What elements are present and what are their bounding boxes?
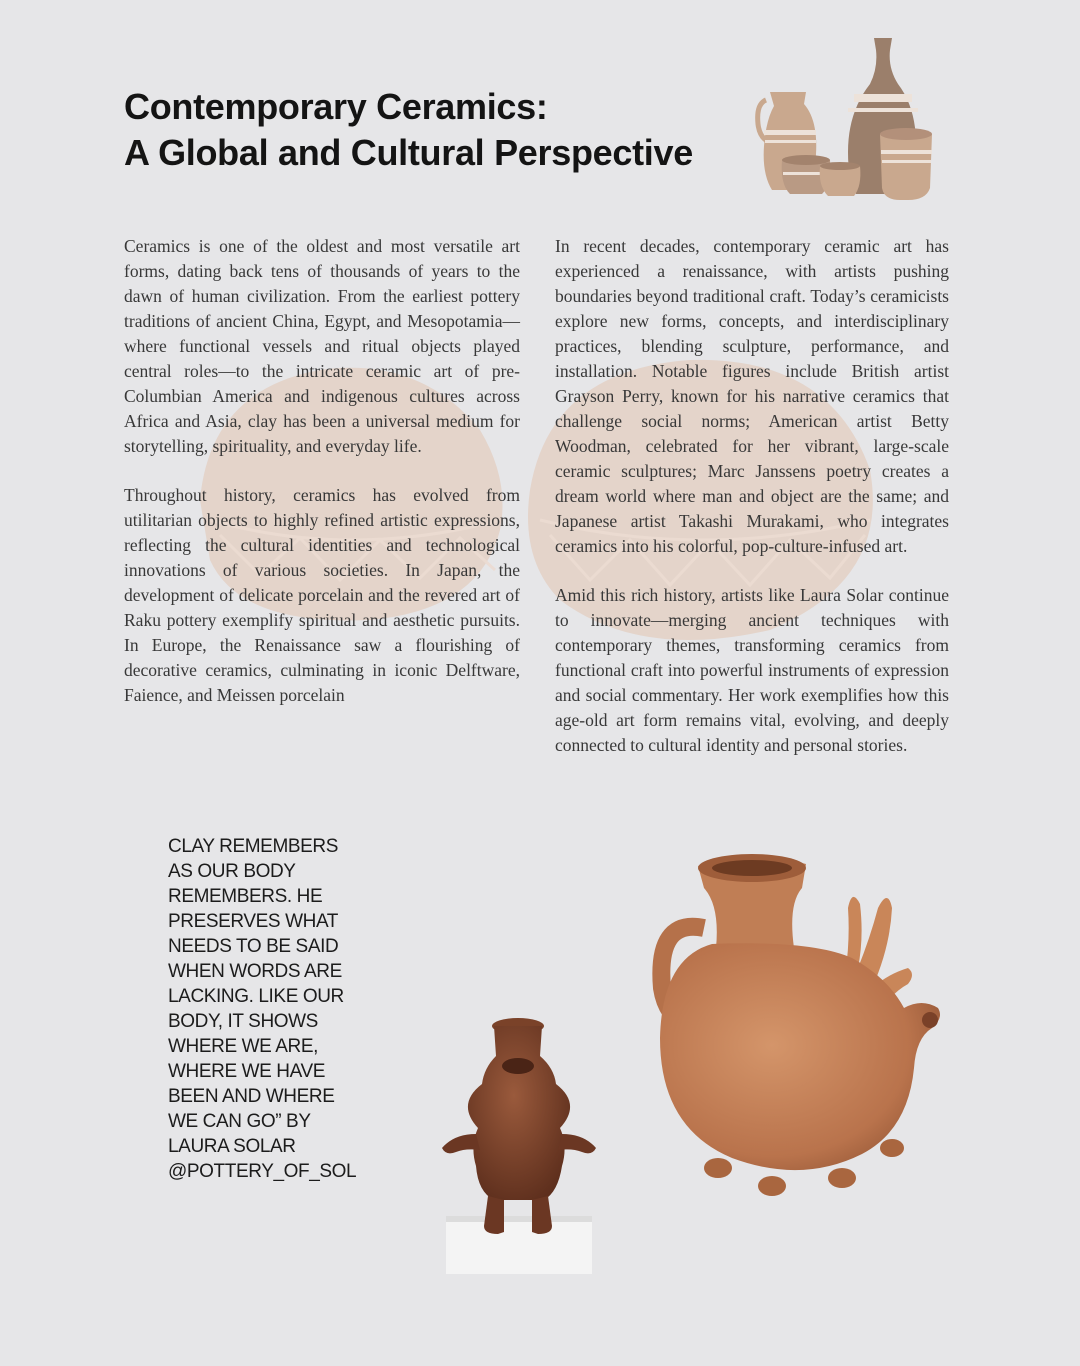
quote-line: @POTTERY_OF_SOL (168, 1161, 357, 1182)
zoomorphic-vessel-photo (652, 848, 952, 1198)
quote-line: AS OUR BODY (168, 861, 296, 882)
quote-line: REMEMBERS. HE (168, 886, 323, 907)
quote-line: LACKING. LIKE OUR (168, 986, 344, 1007)
title-line-2: A Global and Cultural Perspective (124, 132, 693, 173)
quote-line: CLAY REMEMBERS (168, 836, 339, 857)
pottery-vessels-icon (748, 34, 938, 204)
artist-quote (168, 834, 368, 1184)
left-column (124, 234, 520, 732)
clay-figurine-photo (436, 1016, 602, 1282)
left-paragraph-2: Throughout history, ceramics has evolved from utilitarian objects to highly refined artistic expressions, reflecting the cultural identities and technological innovations of various societies. In Japan, the development of delicate porcelain and the revered art of Raku pottery exemplify spiritual and aesthetic pursuits. In Europe, the Renaissance saw a flourishing of decorative ceramics, culminating in iconic Delftware, Faience, and Meissen porcelain (124, 485, 520, 705)
quote-line: LAURA SOLAR (168, 1136, 296, 1157)
quote-line: BEEN AND WHERE (168, 1086, 335, 1107)
quote-line: PRESERVES WHAT (168, 911, 339, 932)
left-paragraph-1: Ceramics is one of the oldest and most versatile art forms, dating back tens of thousands of years to the dawn of human civilization. From the earliest pottery traditions of ancient China, Egypt, and Mesopotamia—where functional vessels and ritual objects played central roles—to the intricate ceramic art of pre-Columbian America and indigenous cultures across Africa and Asia, clay has been a universal medium for storytelling, spirituality, and everyday life. (124, 236, 520, 456)
right-paragraph-2: Amid this rich history, artists like Laura Solar continue to innovate—merging ancient techniques with contemporary themes, transforming ceramics from functional craft into powerful instruments of expression and social commentary. Her work exemplifies how this age-old art form remains vital, evolving, and deeply connected to cultural identity and personal stories. (555, 585, 949, 755)
quote-line: WHERE WE HAVE (168, 1061, 326, 1082)
title-line-1: Contemporary Ceramics: (124, 86, 548, 127)
quote-line: NEEDS TO BE SAID (168, 936, 339, 957)
right-paragraph-1: In recent decades, contemporary ceramic art has experienced a renaissance, with artists pushing boundaries beyond traditional craft. Today’s ceramicists explore new forms, concepts, and interdisciplinary practices, blending sculpture, performance, and installation. Notable figures include British artist Grayson Perry, known for his narrative ceramics that challenge social norms; American artist Betty Woodman, celebrated for her vibrant, large-scale ceramic sculptures; Marc Janssens poetry creates a dream world where man and object are the same; and Japanese artist Takashi Murakami, who integrates ceramics into his colorful, pop-culture-infused art. (555, 236, 949, 556)
quote-line: BODY, IT SHOWS (168, 1011, 318, 1032)
quote-line: WHEN WORDS ARE (168, 961, 342, 982)
quote-line: WE CAN GO” BY (168, 1111, 311, 1132)
page-title (124, 84, 693, 176)
right-column (555, 234, 949, 782)
quote-line: WHERE WE ARE, (168, 1036, 318, 1057)
